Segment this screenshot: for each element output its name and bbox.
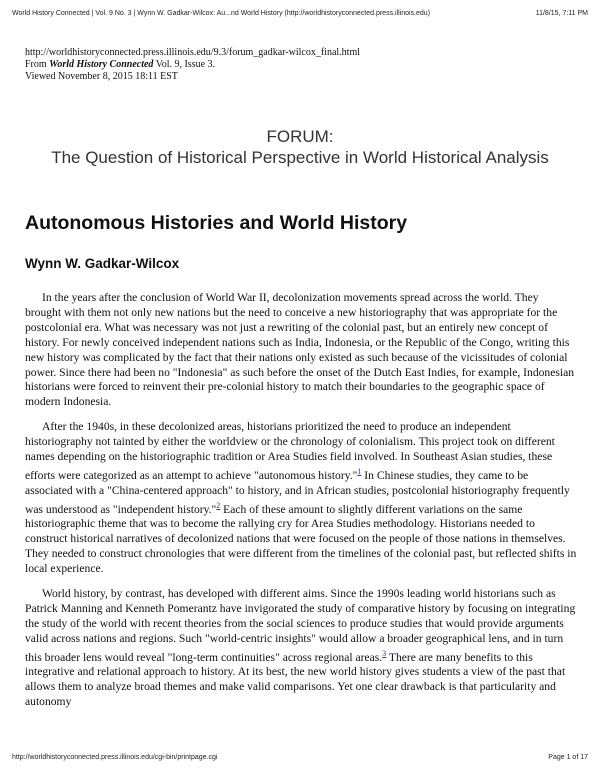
footnote-link-2[interactable]: 2	[216, 500, 221, 510]
paragraph-2	[25, 420, 577, 577]
footnote-link-1[interactable]: 1	[357, 466, 362, 476]
paragraph-3-part-a: World history, by contrast, has developed with different aims. Since the 1990s leading world historians such as Patrick Manning and Kenneth Pomerantz have invigorated the study of comparative history by focusing on integrating the study of the world with recent theories from the social sciences to produce studies that would provide arguments valid across nations and regions. Such "world-centric insights" would allow a broader geographical lens, and in turn this broader lens would reveal "long-term continuities" across regional areas.	[25, 587, 576, 664]
paragraph-1: In the years after the conclusion of World War II, decolonization movements spread across the world. They brought with them not only new nations but the need to conceive a new historiography that was appropriate for the postcolonial era. What was necessary was not just a rewriting of the colonial past, but an entirely new concept of history. For newly conceived independent nations such as India, Indonesia, or the Republic of the Congo, writing this new history was complicated by the fact that their nations only existed as such because of the vicissitudes of colonial power. Since there had been no "Indonesia" as such before the onset of the Dutch East Indies, for example, Indonesian historians were forced to reinvent their pre-colonial history to match their boundaries to the geographic space of modern Indonesia.	[25, 291, 575, 409]
journal-issue: Vol. 9, Issue 3.	[153, 59, 216, 70]
page-number: Page 1 of 17	[548, 754, 588, 761]
paragraph-2-part-b: In Chinese studies, they came to be associated with a "China-centered approach" to history, and in African studies, postcolonial historiography frequently was understood as "independent history."	[25, 468, 570, 516]
source-url-link[interactable]: http://worldhistoryconnected.press.illinois.edu/9.3/forum_gadkar-wilcox_final.html	[25, 47, 361, 58]
article-body	[25, 291, 577, 720]
source-journal-line	[25, 59, 360, 71]
paragraph-3-part-b: There are many benefits to this integrative and relational approach to history. At its best, the new world history gives students a view of the past that allows them to analyze broad themes and make valid comparisons. Yet one clear drawback is that particularity and autonomy	[25, 650, 566, 709]
paragraph-2-part-a: After the 1940s, in these decolonized areas, historians prioritized the need to produce an independent historiography not tainted by either the worldview or the chronology of colonialism. This project took on different names depending on the historiographic tradition or Area Studies field involved. In Southeast Asian studies, these efforts were categorized as an attempt to achieve "autonomous history."	[25, 420, 555, 482]
paragraph-3	[25, 587, 577, 710]
forum-heading	[25, 126, 575, 168]
article-title: Autonomous Histories and World History	[25, 212, 408, 234]
print-header-title: World History Connected | Vol. 9 No. 3 | Wynn W. Gadkar-Wilcox: Au...nd World History (http://worldhistoryconnected.press.illinois.edu)	[12, 10, 431, 17]
source-info	[25, 47, 360, 83]
article-author: Wynn W. Gadkar-Wilcox	[25, 256, 180, 271]
print-header	[12, 10, 588, 17]
forum-label: FORUM:	[266, 127, 334, 146]
print-header-timestamp: 11/8/15, 7:11 PM	[535, 10, 588, 17]
print-footer	[12, 754, 588, 761]
footnote-link-3[interactable]: 3	[382, 648, 387, 658]
journal-name: World History Connected	[49, 59, 154, 70]
source-from-prefix: From	[25, 59, 50, 70]
print-footer-url: http://worldhistoryconnected.press.illinois.edu/cgi-bin/printpage.cgi	[12, 754, 218, 761]
paragraph-2-part-c: Each of these amount to slightly different variations on the same historiographic theme that was to become the rallying cry for Area Studies methodology. Historians needed to construct historical narratives of decolonized nations that were focused on the people of those nations in themselves. They needed to construct chronologies that were different from the timelines of the colonial past, but reflected shifts in local experience.	[25, 502, 577, 576]
viewed-date: Viewed November 8, 2015 18:11 EST	[25, 71, 178, 82]
forum-title: The Question of Historical Perspective in World Historical Analysis	[51, 148, 549, 167]
